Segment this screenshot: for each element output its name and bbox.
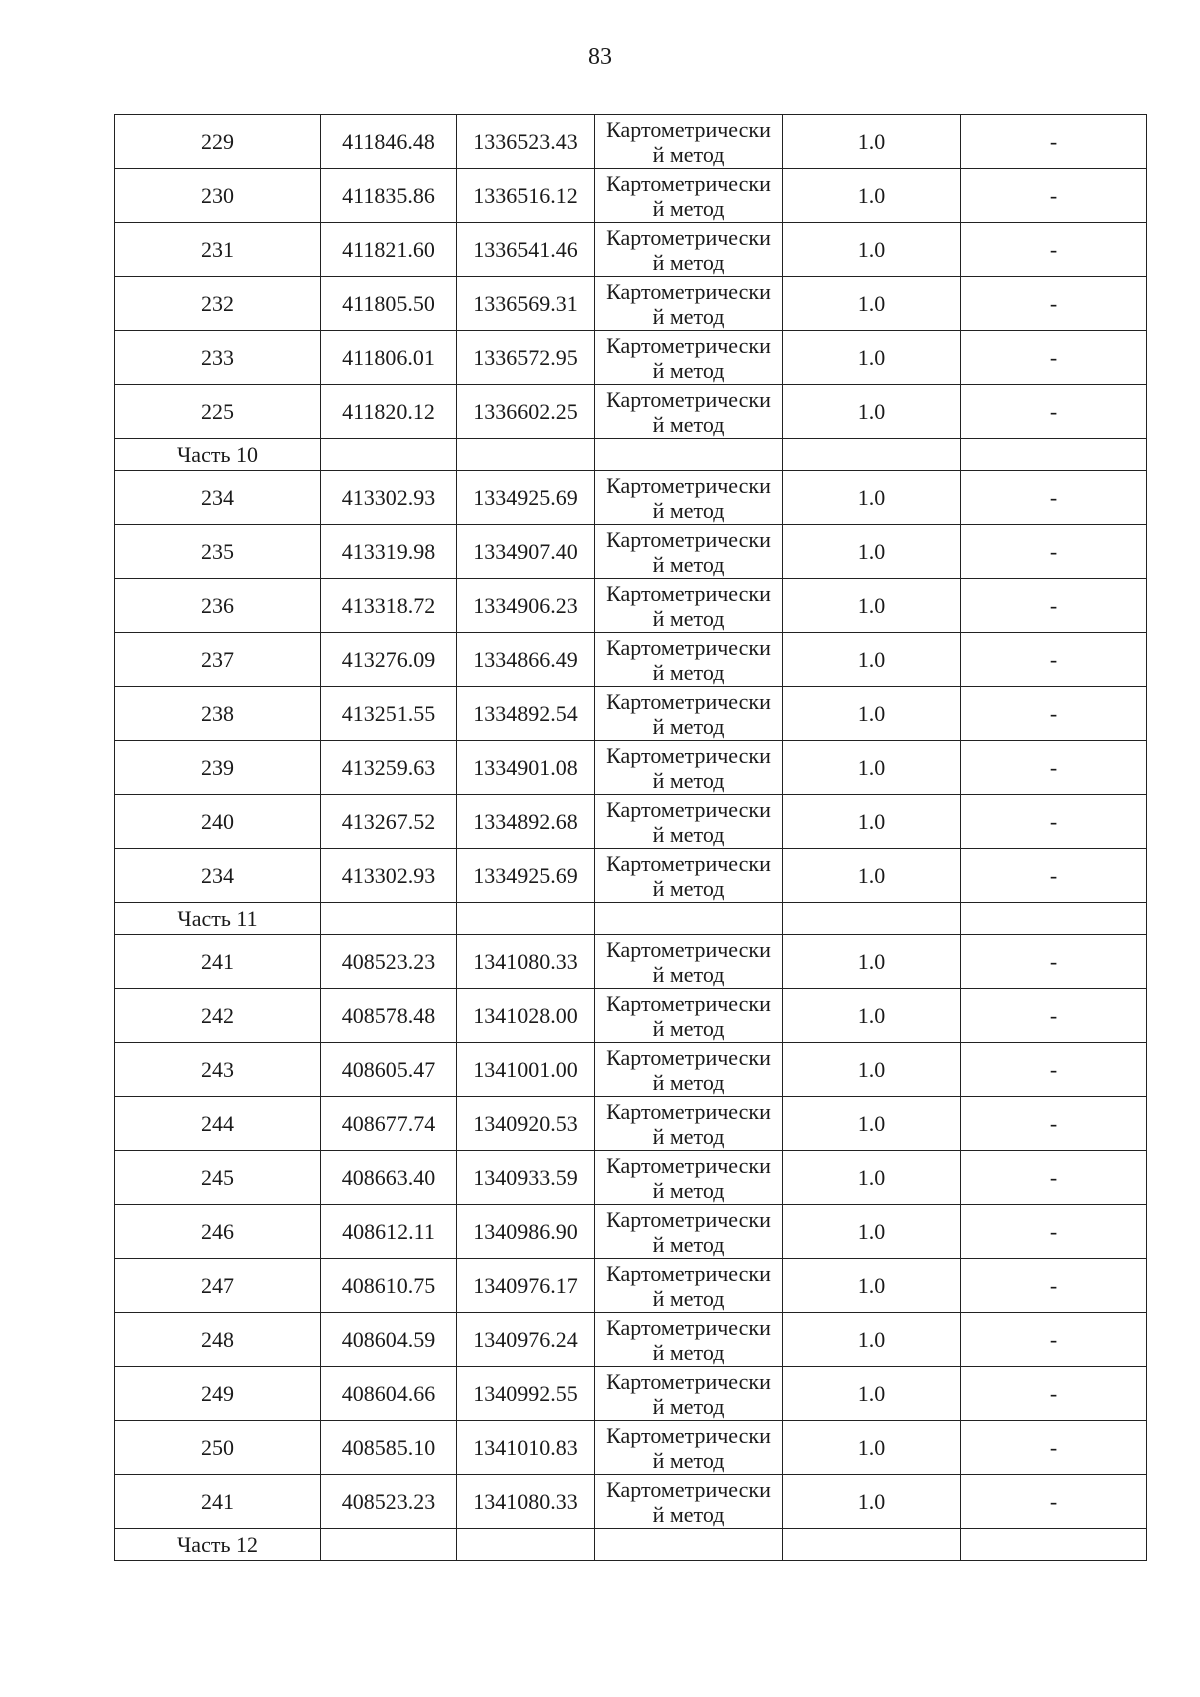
table-row	[115, 989, 1147, 1043]
coordinates-table	[114, 114, 1147, 1561]
note-cell: -	[961, 525, 1147, 579]
accuracy-cell: 1.0	[783, 1421, 961, 1475]
note-cell: -	[961, 1205, 1147, 1259]
method-cell	[595, 1313, 783, 1367]
empty-cell	[783, 1529, 961, 1561]
accuracy-cell: 1.0	[783, 169, 961, 223]
method-line-2: й метод	[652, 195, 725, 221]
method-line-1: Картометрически	[606, 796, 771, 822]
y-coordinate-cell: 1340992.55	[457, 1367, 595, 1421]
x-coordinate-cell: 413267.52	[321, 795, 457, 849]
part-label: Часть 10	[115, 439, 321, 471]
y-coordinate-cell: 1336516.12	[457, 169, 595, 223]
table-row	[115, 849, 1147, 903]
y-coordinate-cell: 1334907.40	[457, 525, 595, 579]
method-line-2: й метод	[652, 551, 725, 577]
table-row	[115, 741, 1147, 795]
method-cell	[595, 1043, 783, 1097]
method-line-1: Картометрически	[606, 742, 771, 768]
note-cell: -	[961, 579, 1147, 633]
method-cell	[595, 579, 783, 633]
point-number-cell: 236	[115, 579, 321, 633]
method-cell	[595, 169, 783, 223]
table-row	[115, 1205, 1147, 1259]
accuracy-cell: 1.0	[783, 1367, 961, 1421]
method-line-2: й метод	[652, 249, 725, 275]
y-coordinate-cell: 1334925.69	[457, 849, 595, 903]
empty-cell	[961, 439, 1147, 471]
x-coordinate-cell: 408604.59	[321, 1313, 457, 1367]
empty-cell	[457, 439, 595, 471]
method-line-2: й метод	[652, 659, 725, 685]
y-coordinate-cell: 1340976.24	[457, 1313, 595, 1367]
table-row	[115, 1097, 1147, 1151]
x-coordinate-cell: 413302.93	[321, 471, 457, 525]
accuracy-cell: 1.0	[783, 1475, 961, 1529]
method-line-1: Картометрически	[606, 386, 771, 412]
method-line-2: й метод	[652, 411, 725, 437]
note-cell: -	[961, 741, 1147, 795]
table-row	[115, 935, 1147, 989]
point-number-cell: 232	[115, 277, 321, 331]
method-line-1: Картометрически	[606, 1044, 771, 1070]
table-row	[115, 471, 1147, 525]
y-coordinate-cell: 1336569.31	[457, 277, 595, 331]
y-coordinate-cell: 1334892.54	[457, 687, 595, 741]
table-row	[115, 525, 1147, 579]
x-coordinate-cell: 411821.60	[321, 223, 457, 277]
method-line-1: Картометрически	[606, 634, 771, 660]
note-cell: -	[961, 1313, 1147, 1367]
method-cell	[595, 1259, 783, 1313]
accuracy-cell: 1.0	[783, 115, 961, 169]
method-cell	[595, 525, 783, 579]
accuracy-cell: 1.0	[783, 385, 961, 439]
x-coordinate-cell: 408612.11	[321, 1205, 457, 1259]
accuracy-cell: 1.0	[783, 471, 961, 525]
point-number-cell: 243	[115, 1043, 321, 1097]
table-row	[115, 1367, 1147, 1421]
note-cell: -	[961, 385, 1147, 439]
table-row	[115, 223, 1147, 277]
method-cell	[595, 1205, 783, 1259]
accuracy-cell: 1.0	[783, 525, 961, 579]
method-line-2: й метод	[652, 875, 725, 901]
method-line-2: й метод	[652, 1501, 725, 1527]
method-line-1: Картометрически	[606, 1260, 771, 1286]
note-cell: -	[961, 169, 1147, 223]
x-coordinate-cell: 411806.01	[321, 331, 457, 385]
note-cell: -	[961, 687, 1147, 741]
point-number-cell: 244	[115, 1097, 321, 1151]
method-line-2: й метод	[652, 497, 725, 523]
note-cell: -	[961, 1421, 1147, 1475]
method-cell	[595, 1475, 783, 1529]
x-coordinate-cell: 408585.10	[321, 1421, 457, 1475]
table-row	[115, 633, 1147, 687]
table-row	[115, 795, 1147, 849]
accuracy-cell: 1.0	[783, 331, 961, 385]
method-line-1: Картометрически	[606, 1152, 771, 1178]
accuracy-cell: 1.0	[783, 1097, 961, 1151]
table-row	[115, 687, 1147, 741]
method-cell	[595, 1097, 783, 1151]
method-cell	[595, 849, 783, 903]
table-row	[115, 277, 1147, 331]
accuracy-cell: 1.0	[783, 741, 961, 795]
method-line-1: Картометрически	[606, 526, 771, 552]
x-coordinate-cell: 408523.23	[321, 1475, 457, 1529]
page-number: 83	[588, 44, 612, 70]
method-line-1: Картометрически	[606, 1476, 771, 1502]
note-cell: -	[961, 633, 1147, 687]
table-row	[115, 385, 1147, 439]
accuracy-cell: 1.0	[783, 1043, 961, 1097]
method-cell	[595, 687, 783, 741]
method-line-1: Картометрически	[606, 688, 771, 714]
note-cell: -	[961, 1097, 1147, 1151]
empty-cell	[783, 903, 961, 935]
point-number-cell: 234	[115, 849, 321, 903]
point-number-cell: 249	[115, 1367, 321, 1421]
empty-cell	[961, 903, 1147, 935]
table-row	[115, 1151, 1147, 1205]
x-coordinate-cell: 408610.75	[321, 1259, 457, 1313]
point-number-cell: 241	[115, 1475, 321, 1529]
method-line-1: Картометрически	[606, 472, 771, 498]
x-coordinate-cell: 413259.63	[321, 741, 457, 795]
y-coordinate-cell: 1336541.46	[457, 223, 595, 277]
table-row	[115, 579, 1147, 633]
accuracy-cell: 1.0	[783, 1151, 961, 1205]
accuracy-cell: 1.0	[783, 277, 961, 331]
empty-cell	[595, 1529, 783, 1561]
note-cell: -	[961, 935, 1147, 989]
x-coordinate-cell: 408604.66	[321, 1367, 457, 1421]
table-row	[115, 1313, 1147, 1367]
method-line-1: Картометрически	[606, 580, 771, 606]
note-cell: -	[961, 331, 1147, 385]
empty-cell	[961, 1529, 1147, 1561]
x-coordinate-cell: 408677.74	[321, 1097, 457, 1151]
note-cell: -	[961, 989, 1147, 1043]
coordinates-table-body	[115, 115, 1147, 1561]
x-coordinate-cell: 413302.93	[321, 849, 457, 903]
y-coordinate-cell: 1341080.33	[457, 935, 595, 989]
point-number-cell: 234	[115, 471, 321, 525]
accuracy-cell: 1.0	[783, 1205, 961, 1259]
empty-cell	[783, 439, 961, 471]
y-coordinate-cell: 1334901.08	[457, 741, 595, 795]
method-cell	[595, 741, 783, 795]
x-coordinate-cell: 411846.48	[321, 115, 457, 169]
method-line-2: й метод	[652, 1015, 725, 1041]
note-cell: -	[961, 471, 1147, 525]
table-row	[115, 331, 1147, 385]
method-line-2: й метод	[652, 1393, 725, 1419]
method-cell	[595, 935, 783, 989]
point-number-cell: 238	[115, 687, 321, 741]
y-coordinate-cell: 1340933.59	[457, 1151, 595, 1205]
point-number-cell: 235	[115, 525, 321, 579]
method-line-1: Картометрически	[606, 1314, 771, 1340]
method-cell	[595, 385, 783, 439]
y-coordinate-cell: 1341010.83	[457, 1421, 595, 1475]
method-line-1: Картометрически	[606, 990, 771, 1016]
accuracy-cell: 1.0	[783, 849, 961, 903]
x-coordinate-cell: 408523.23	[321, 935, 457, 989]
method-cell	[595, 1151, 783, 1205]
method-cell	[595, 277, 783, 331]
accuracy-cell: 1.0	[783, 1313, 961, 1367]
y-coordinate-cell: 1341001.00	[457, 1043, 595, 1097]
method-line-1: Картометрически	[606, 936, 771, 962]
method-line-2: й метод	[652, 713, 725, 739]
method-line-2: й метод	[652, 1123, 725, 1149]
method-line-2: й метод	[652, 821, 725, 847]
x-coordinate-cell: 408663.40	[321, 1151, 457, 1205]
y-coordinate-cell: 1340976.17	[457, 1259, 595, 1313]
part-header-row	[115, 1529, 1147, 1561]
method-line-2: й метод	[652, 1285, 725, 1311]
method-line-2: й метод	[652, 141, 725, 167]
empty-cell	[595, 439, 783, 471]
part-label: Часть 11	[115, 903, 321, 935]
y-coordinate-cell: 1336523.43	[457, 115, 595, 169]
accuracy-cell: 1.0	[783, 935, 961, 989]
note-cell: -	[961, 277, 1147, 331]
y-coordinate-cell: 1340920.53	[457, 1097, 595, 1151]
method-line-2: й метод	[652, 605, 725, 631]
y-coordinate-cell: 1341028.00	[457, 989, 595, 1043]
method-line-2: й метод	[652, 1447, 725, 1473]
accuracy-cell: 1.0	[783, 633, 961, 687]
x-coordinate-cell: 413318.72	[321, 579, 457, 633]
y-coordinate-cell: 1334925.69	[457, 471, 595, 525]
accuracy-cell: 1.0	[783, 989, 961, 1043]
y-coordinate-cell: 1334892.68	[457, 795, 595, 849]
part-header-row	[115, 439, 1147, 471]
method-line-2: й метод	[652, 303, 725, 329]
table-row	[115, 115, 1147, 169]
method-line-2: й метод	[652, 357, 725, 383]
method-line-1: Картометрически	[606, 850, 771, 876]
method-cell	[595, 989, 783, 1043]
y-coordinate-cell: 1340986.90	[457, 1205, 595, 1259]
note-cell: -	[961, 795, 1147, 849]
method-cell	[595, 633, 783, 687]
method-cell	[595, 471, 783, 525]
point-number-cell: 230	[115, 169, 321, 223]
note-cell: -	[961, 1475, 1147, 1529]
empty-cell	[457, 1529, 595, 1561]
point-number-cell: 233	[115, 331, 321, 385]
y-coordinate-cell: 1334866.49	[457, 633, 595, 687]
part-header-row	[115, 903, 1147, 935]
y-coordinate-cell: 1336572.95	[457, 331, 595, 385]
table-row	[115, 1421, 1147, 1475]
part-label: Часть 12	[115, 1529, 321, 1561]
method-cell	[595, 331, 783, 385]
y-coordinate-cell: 1336602.25	[457, 385, 595, 439]
x-coordinate-cell: 413319.98	[321, 525, 457, 579]
method-line-1: Картометрически	[606, 1422, 771, 1448]
note-cell: -	[961, 115, 1147, 169]
point-number-cell: 248	[115, 1313, 321, 1367]
empty-cell	[321, 439, 457, 471]
y-coordinate-cell: 1334906.23	[457, 579, 595, 633]
accuracy-cell: 1.0	[783, 579, 961, 633]
x-coordinate-cell: 411835.86	[321, 169, 457, 223]
point-number-cell: 247	[115, 1259, 321, 1313]
point-number-cell: 245	[115, 1151, 321, 1205]
empty-cell	[457, 903, 595, 935]
accuracy-cell: 1.0	[783, 1259, 961, 1313]
table-row	[115, 1259, 1147, 1313]
method-cell	[595, 1421, 783, 1475]
method-line-1: Картометрически	[606, 1098, 771, 1124]
method-cell	[595, 1367, 783, 1421]
table-row	[115, 169, 1147, 223]
table-row	[115, 1475, 1147, 1529]
method-line-2: й метод	[652, 1231, 725, 1257]
method-line-2: й метод	[652, 1177, 725, 1203]
note-cell: -	[961, 1259, 1147, 1313]
point-number-cell: 250	[115, 1421, 321, 1475]
note-cell: -	[961, 1151, 1147, 1205]
empty-cell	[321, 1529, 457, 1561]
note-cell: -	[961, 849, 1147, 903]
y-coordinate-cell: 1341080.33	[457, 1475, 595, 1529]
method-cell	[595, 795, 783, 849]
method-line-1: Картометрически	[606, 278, 771, 304]
point-number-cell: 239	[115, 741, 321, 795]
method-line-1: Картометрически	[606, 1206, 771, 1232]
point-number-cell: 229	[115, 115, 321, 169]
table-row	[115, 1043, 1147, 1097]
method-line-2: й метод	[652, 767, 725, 793]
point-number-cell: 246	[115, 1205, 321, 1259]
point-number-cell: 240	[115, 795, 321, 849]
x-coordinate-cell: 413251.55	[321, 687, 457, 741]
x-coordinate-cell: 408605.47	[321, 1043, 457, 1097]
accuracy-cell: 1.0	[783, 223, 961, 277]
method-cell	[595, 115, 783, 169]
method-line-2: й метод	[652, 961, 725, 987]
note-cell: -	[961, 1367, 1147, 1421]
x-coordinate-cell: 411820.12	[321, 385, 457, 439]
point-number-cell: 241	[115, 935, 321, 989]
empty-cell	[595, 903, 783, 935]
method-line-2: й метод	[652, 1069, 725, 1095]
x-coordinate-cell: 408578.48	[321, 989, 457, 1043]
method-line-1: Картометрически	[606, 116, 771, 142]
note-cell: -	[961, 223, 1147, 277]
accuracy-cell: 1.0	[783, 687, 961, 741]
point-number-cell: 225	[115, 385, 321, 439]
point-number-cell: 242	[115, 989, 321, 1043]
x-coordinate-cell: 411805.50	[321, 277, 457, 331]
accuracy-cell: 1.0	[783, 795, 961, 849]
point-number-cell: 237	[115, 633, 321, 687]
method-line-1: Картометрически	[606, 170, 771, 196]
method-line-1: Картометрически	[606, 224, 771, 250]
empty-cell	[321, 903, 457, 935]
method-cell	[595, 223, 783, 277]
point-number-cell: 231	[115, 223, 321, 277]
note-cell: -	[961, 1043, 1147, 1097]
method-line-1: Картометрически	[606, 332, 771, 358]
method-line-2: й метод	[652, 1339, 725, 1365]
x-coordinate-cell: 413276.09	[321, 633, 457, 687]
method-line-1: Картометрически	[606, 1368, 771, 1394]
